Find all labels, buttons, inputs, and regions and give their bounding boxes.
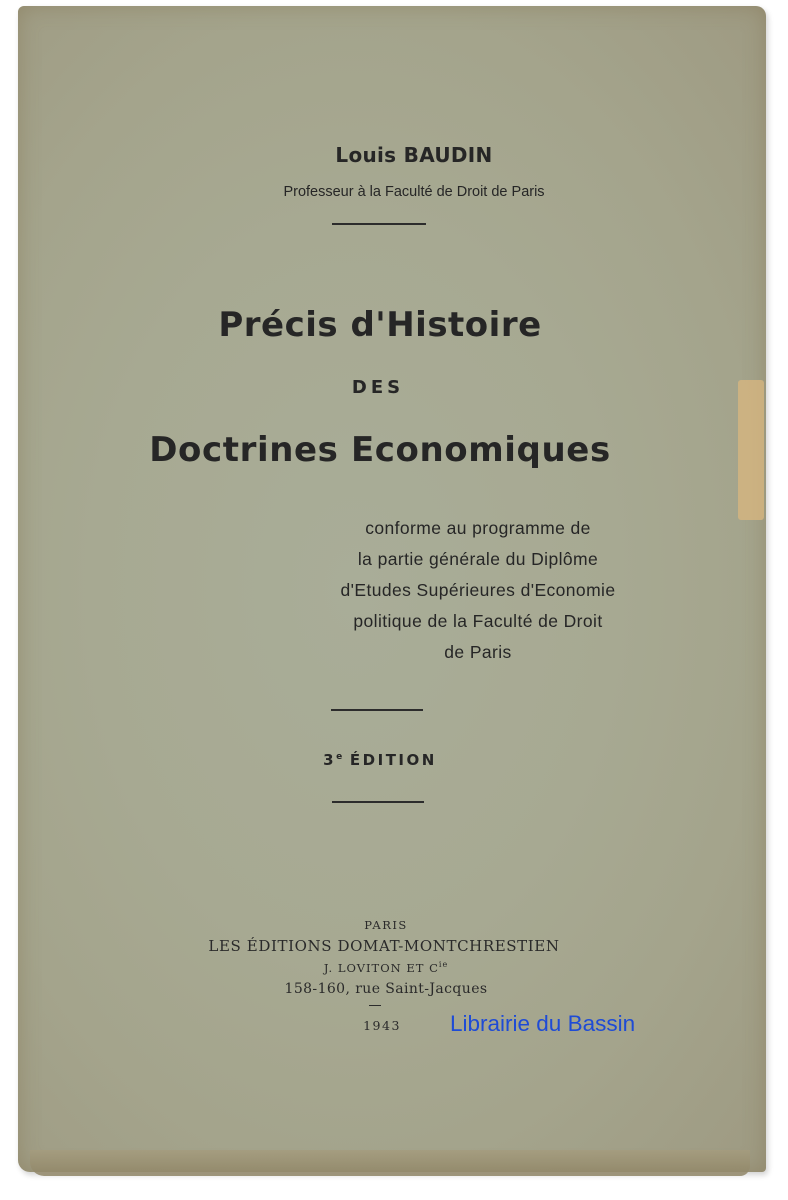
description-line: politique de la Faculté de Droit bbox=[353, 611, 603, 631]
publisher-name: LES ÉDITIONS DOMAT-MONTCHRESTIEN bbox=[208, 937, 560, 955]
title-line-2: DES bbox=[351, 377, 405, 398]
divider-dash bbox=[369, 1005, 381, 1006]
edition-superscript: e bbox=[336, 752, 343, 762]
description-line: conforme au programme de bbox=[365, 518, 591, 538]
publisher-address: 158-160, rue Saint-Jacques bbox=[284, 981, 488, 997]
cover-bottom-edge bbox=[30, 1150, 750, 1176]
title-line-3: Doctrines Economiques bbox=[149, 430, 611, 470]
description-line: la partie générale du Diplôme bbox=[357, 549, 599, 569]
divider-rule bbox=[332, 801, 424, 803]
seller-watermark: Librairie du Bassin bbox=[450, 1011, 636, 1036]
description-line: de Paris bbox=[444, 642, 512, 662]
description-line: d'Etudes Supérieures d'Economie bbox=[340, 580, 616, 600]
author-affiliation: Professeur à la Faculté de Droit de Paris bbox=[283, 184, 545, 200]
edition-number: 3 bbox=[323, 751, 337, 769]
printer-name bbox=[0, 960, 780, 975]
publication-year: 1943 bbox=[363, 1018, 401, 1033]
printer-superscript: ie bbox=[438, 960, 449, 969]
edition-label bbox=[0, 751, 774, 769]
author-name: Louis BAUDIN bbox=[335, 143, 493, 167]
publisher-city: PARIS bbox=[364, 918, 408, 932]
divider-rule bbox=[332, 223, 426, 225]
title-line-1: Précis d'Histoire bbox=[218, 305, 542, 345]
edition-text: ÉDITION bbox=[342, 751, 437, 769]
printer-main: J. LOVITON ET C bbox=[323, 960, 439, 975]
divider-rule bbox=[331, 709, 423, 711]
description bbox=[300, 513, 656, 668]
